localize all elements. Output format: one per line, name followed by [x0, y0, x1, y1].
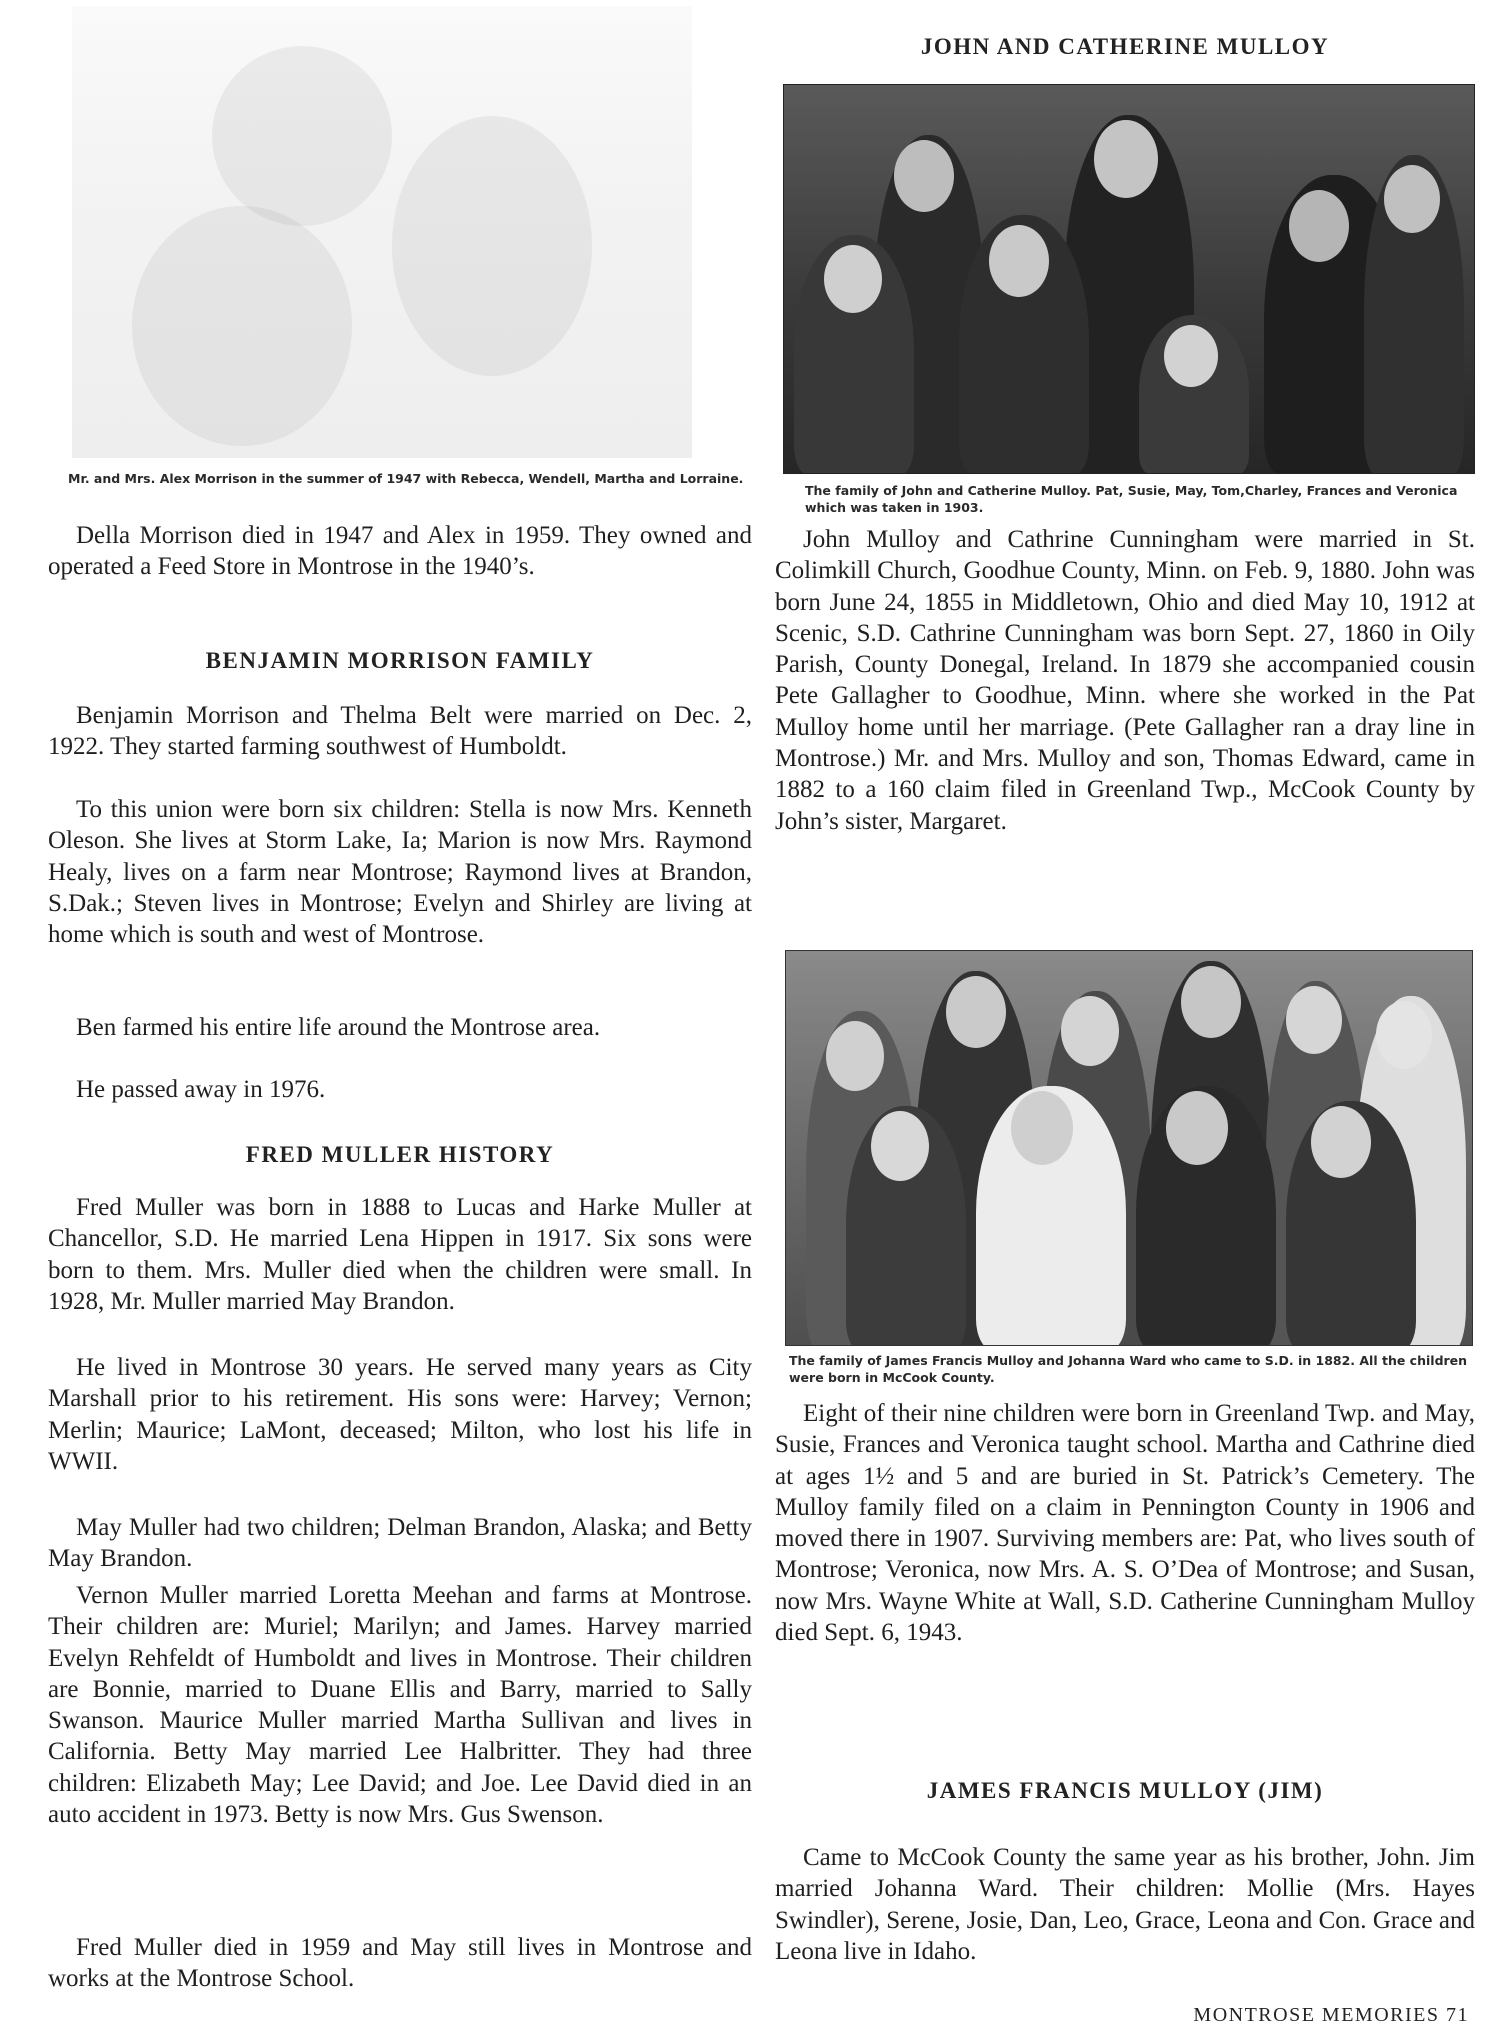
jim-mulloy-paragraph: Came to McCook County the same year as his brother, John. Jim married Johanna Ward. Their children: Mollie (Mrs. Hayes Swindler), Serene, Josie, Dan, Leo, Grace, Leona and Con. Grace and Leona live in Idaho. [775, 1844, 1475, 1965]
muller-paragraph-4: Vernon Muller married Loretta Meehan and farms at Montrose. Their children are: Muriel; Marilyn; and James. Harvey married Evelyn Rehfeldt of Humboldt and lives in Montrose. Their children are Bonnie, married to Duane Ellis and Barry, married to Sally Swanson. Maurice Muller married Martha Sullivan and lives in California. Betty May married Lee Halbritter. They had three children: Elizabeth May; Lee David; and Joe. Lee David died in an auto accident in 1973. Betty is now Mrs. Gus Swenson. [48, 1582, 752, 1829]
john-mulloy-paragraph: John Mulloy and Cathrine Cunningham were married in St. Colimkill Church, Goodhue County, Minn. on Feb. 9, 1880. John was born June 24, 1855 in Middletown, Ohio and died May 10, 1912 at Scenic, S.D. Cathrine Cunningham was born Sept. 27, 1860 in Oily Parish, County Donegal, Ireland. In 1879 she accompanied cousin Pete Gallagher to Goodhue, Minn. where she worked in the Pat Mulloy home until her marriage. (Pete Gallagher ran a dray line in Montrose.) Mr. and Mrs. Mulloy and son, Thomas Edward, came in 1882 to a 160 claim filed in Greenland Twp., McCook County by John’s sister, Margaret. [775, 526, 1475, 835]
james-mulloy-photo [785, 950, 1473, 1346]
muller-paragraph-5: Fred Muller died in 1959 and May still lives in Montrose and works at the Montrose School. [48, 1934, 752, 1993]
morrison-photo-caption: Mr. and Mrs. Alex Morrison in the summer of 1947 with Rebecca, Wendell, Martha and Lorraine. [68, 471, 744, 486]
muller-paragraph-1: Fred Muller was born in 1888 to Lucas and Harke Muller at Chancellor, S.D. He married Lena Hippen in 1917. Six sons were born to them. Mrs. Muller died when the children were small. In 1928, Mr. Muller married May Brandon. [48, 1194, 752, 1315]
john-catherine-mulloy-photo [783, 84, 1475, 474]
della-morrison-paragraph: Della Morrison died in 1947 and Alex in 1959. They owned and operated a Feed Store in Montrose in the 1940’s. [48, 522, 752, 581]
eight-children-paragraph: Eight of their nine children were born in Greenland Twp. and May, Susie, Frances and Veronica taught school. Martha and Cathrine died at ages 1½ and 5 and are buried in St. Patrick’s Cemetery. The Mulloy family filed on a claim in Pennington County in 1906 and moved there in 1907. Surviving members are: Pat, who lives south of Montrose; Veronica, now Mrs. A. S. O’Dea of Montrose; and Susan, now Mrs. Wayne White at Wall, S.D. Catherine Cunningham Mulloy died Sept. 6, 1943. [775, 1400, 1475, 1647]
muller-paragraph-2: He lived in Montrose 30 years. He served many years as City Marshall prior to his retirement. His sons were: Harvey; Vernon; Merlin; Maurice; LaMont, deceased; Milton, who lost his life in WWII. [48, 1354, 752, 1475]
fred-muller-heading: FRED MULLER HISTORY [245, 1142, 555, 1167]
muller-paragraph-3: May Muller had two children; Delman Brandon, Alaska; and Betty May Brandon. [48, 1514, 752, 1573]
benjamin-paragraph-2: To this union were born six children: Stella is now Mrs. Kenneth Oleson. She lives at Storm Lake, Ia; Marion is now Mrs. Raymond Healy, lives on a farm near Montrose; Raymond lives at Brandon, S.Dak.; Steven lives in Montrose; Evelyn and Shirley are living at home which is south and west of Montrose. [48, 796, 752, 949]
james-mulloy-photo-caption: The family of James Francis Mulloy and Johanna Ward who came to S.D. in 1882. All the children were born in McCook County. [789, 1353, 1468, 1385]
benjamin-paragraph-1: Benjamin Morrison and Thelma Belt were married on Dec. 2, 1922. They started farming southwest of Humboldt. [48, 702, 752, 761]
john-catherine-mulloy-heading: JOHN AND CATHERINE MULLOY [920, 34, 1330, 59]
mulloy-photo-caption: The family of John and Catherine Mulloy. Pat, Susie, May, Tom,Charley, Frances and Veronica which was taken in 1903. [805, 483, 1458, 515]
benjamin-morrison-heading: BENJAMIN MORRISON FAMILY [205, 648, 595, 673]
morrison-photo [72, 6, 692, 458]
page-footer: MONTROSE MEMORIES 71 [1193, 2004, 1469, 2026]
benjamin-paragraph-4: He passed away in 1976. [76, 1076, 326, 1103]
benjamin-paragraph-3: Ben farmed his entire life around the Montrose area. [76, 1014, 601, 1041]
james-francis-mulloy-heading: JAMES FRANCIS MULLOY (JIM) [926, 1778, 1324, 1803]
